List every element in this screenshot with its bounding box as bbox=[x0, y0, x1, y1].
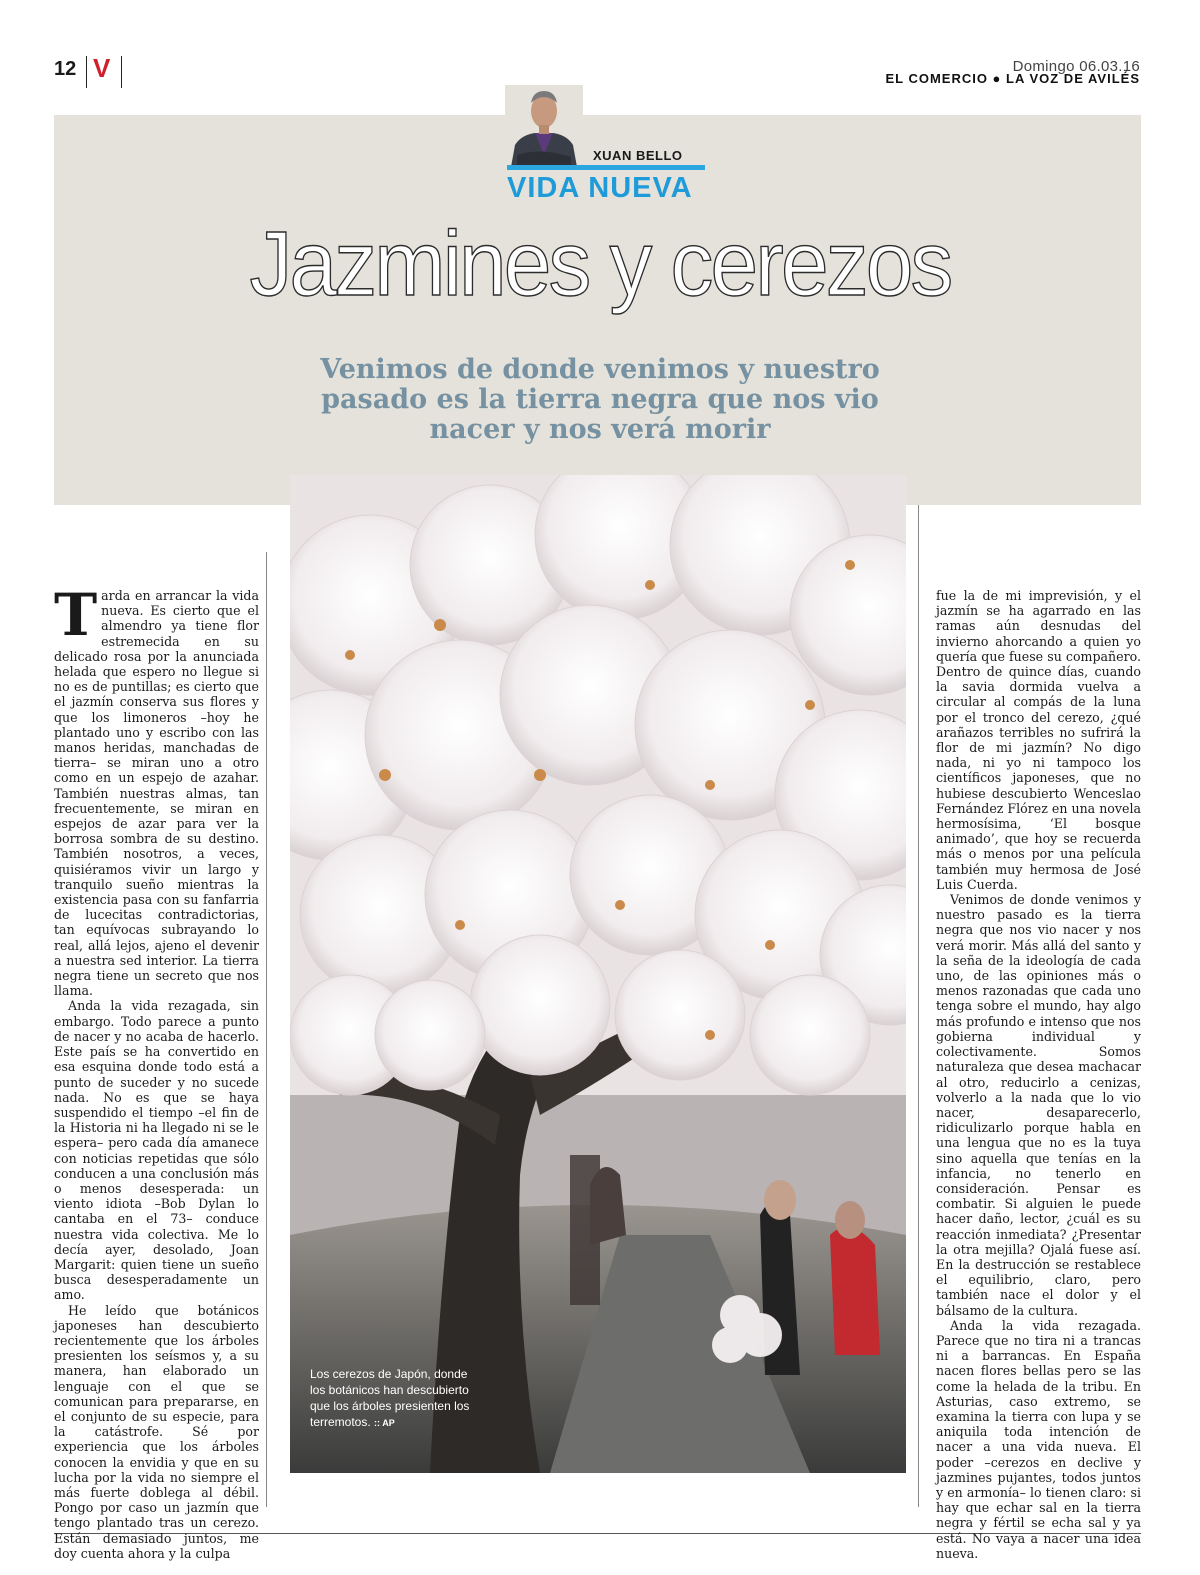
body-column-right bbox=[936, 588, 1141, 1561]
section-logo: V bbox=[93, 53, 111, 83]
article-title bbox=[42, 212, 1158, 317]
photo-credit: :: AP bbox=[374, 1418, 395, 1428]
body-paragraph: fue la de mi imprevisión, y el jazmín se ha agarrado en las ramas aún desnudas del invierno ahorcando a quien yo quería que fuese su compañero. Dentro de quince días, cuando la savia dormida vuelva a circular al compás de la luna por el tronco del cerezo, ¿qué arañazos terribles no sufrirá la flor de mi jazmín? No digo nada, ni yo ni tampoco los científicos japoneses, que no hubiese descubierto Wenceslao Fernández Flórez en una novela hermosísima, ‘El bosque animado’, que hoy se recuerda más o menos por una película también muy hermosa de José Luis Cuerda. bbox=[936, 588, 1141, 892]
cherry-blossom-photo bbox=[290, 475, 906, 1473]
drop-cap: T bbox=[54, 581, 98, 649]
author-name: XUAN BELLO bbox=[593, 148, 683, 163]
author-photo bbox=[505, 85, 583, 167]
column-rule bbox=[918, 505, 919, 1507]
article-title-text: Jazmines y cerezos bbox=[249, 213, 951, 315]
section-rule bbox=[507, 165, 705, 170]
issue-date: Domingo 06.03.16 bbox=[1012, 58, 1140, 75]
publication-name: EL COMERCIO ● LA VOZ DE AVILÉS bbox=[885, 71, 1140, 86]
body-paragraph: Anda la vida rezagada. Parece que no tira ni a trancas ni a barrancas. En España nacen flores bellas pero se las come la helada de la tribu. En Asturias, caso extremo, se examina la tierra con lupa y se aniquila toda intención de nacer a una vida nueva. El poder –cerezos en declive y jazmines pujantes, todos juntos y en armonía– lo tienen claro: si hay que echar sal en la tierra negra y fértil se echa sal y ya está. No vaya a nacer una idea nueva. bbox=[936, 1317, 1141, 1561]
column-rule bbox=[266, 552, 267, 1507]
article-subtitle: Venimos de donde venimos y nuestro pasado es la tierra negra que nos vio nacer y nos verá morir bbox=[320, 354, 880, 445]
photo-caption bbox=[310, 1366, 480, 1431]
paragraph-text: arda en arrancar la vida nueva. Es cierto que el almendro ya tiene flor estremecida en su delicado rosa por la anunciada helada que espero no llegue si no es de puntillas; es cierto que el jazmín conserva sus flores y que los limoneros –hoy he plantado uno y escribo con las manos heridas, manchadas de tierra– se miran uno a otro como en un espejo de azahar. También nuestras almas, tan frecuentemente, se miran en espejos de azar para ver la borrosa sombra de su destino. También nosotros, a veces, quisiéramos vivir un largo y tranquilo sueño mientras la existencia pasa con su fanfarria de lucecitas contradictorias, tan equívocas subrayando lo real, allá lejos, ajeno el devenir a nuestra sed interior. La tierra negra tiene un secreto que nos llama. bbox=[54, 588, 259, 999]
column-section: VIDA NUEVA bbox=[507, 172, 693, 204]
header-divider bbox=[86, 56, 87, 88]
body-paragraph: Venimos de donde venimos y nuestro pasado es la tierra negra que nos vio nacer y nos verá morir. Más allá del santo y la seña de la ideología de cada uno, de las opiniones más o menos razonadas que cada uno tenga sobre el mundo, hay algo más profundo e intenso que nos gobierna individual y colectivamente. Somos naturaleza que desea machacar al otro, reducirlo a cenizas, volverlo a la nada que lo vio nacer, desaparecerlo, ridiculizarlo porque habla en una lengua que no es la tuya sino aquella que tenías en la infancia, no tenerlo en consideración. Pensar es combatir. Si alguien le puede hacer daño, lector, ¿cuál es su reacción inmediata? ¿Presentar la otra mejilla? Ojalá fuese así. En la destrucción se restablece el equilibrio, claro, pero también nace el dolor y el bálsamo de la cultura. bbox=[936, 892, 1141, 1318]
body-column-left bbox=[54, 581, 259, 1561]
page-number: 12 bbox=[54, 58, 77, 80]
body-paragraph: Anda la vida rezagada, sin embargo. Todo parece a punto de nacer y no acaba de hacerlo. Este país se ha convertido en esa esquina donde todo está a punto de suceder y no sucede nada. No es que se haya suspendido el tiempo –el fin de la Historia ni ha llegado ni se le espera– pero cada día amanece con noticias repetidas que sólo conducen a una conclusión más o menos desesperada: un viento idiota –Bob Dylan lo cantaba en el 73– conduce nuestra vida colectiva. Me lo decía ayer, desolado, Joan Margarit: quien tiene un sueño busca desesperadamente un amo. bbox=[54, 998, 259, 1303]
header-divider bbox=[121, 56, 122, 88]
body-paragraph bbox=[54, 581, 259, 999]
body-paragraph: He leído que botánicos japoneses han descubierto recientemente que los árboles presienten los seísmos y, a su manera, han elaborado un lenguaje con el que se comunican para prepararse, en el conjunto de su especie, para la catástrofe. Sé por experiencia que los árboles conocen la envidia y que en su lucha por la vida no siempre el más fuerte doblega al débil. Pongo por caso un jazmín que tengo plantado tras un cerezo. Están demasiado juntos, me doy cuenta ahora y la culpa bbox=[54, 1302, 259, 1561]
photo-caption-text: Los cerezos de Japón, donde los botánicos han descubierto que los árboles presienten los terremotos. bbox=[310, 1367, 470, 1429]
